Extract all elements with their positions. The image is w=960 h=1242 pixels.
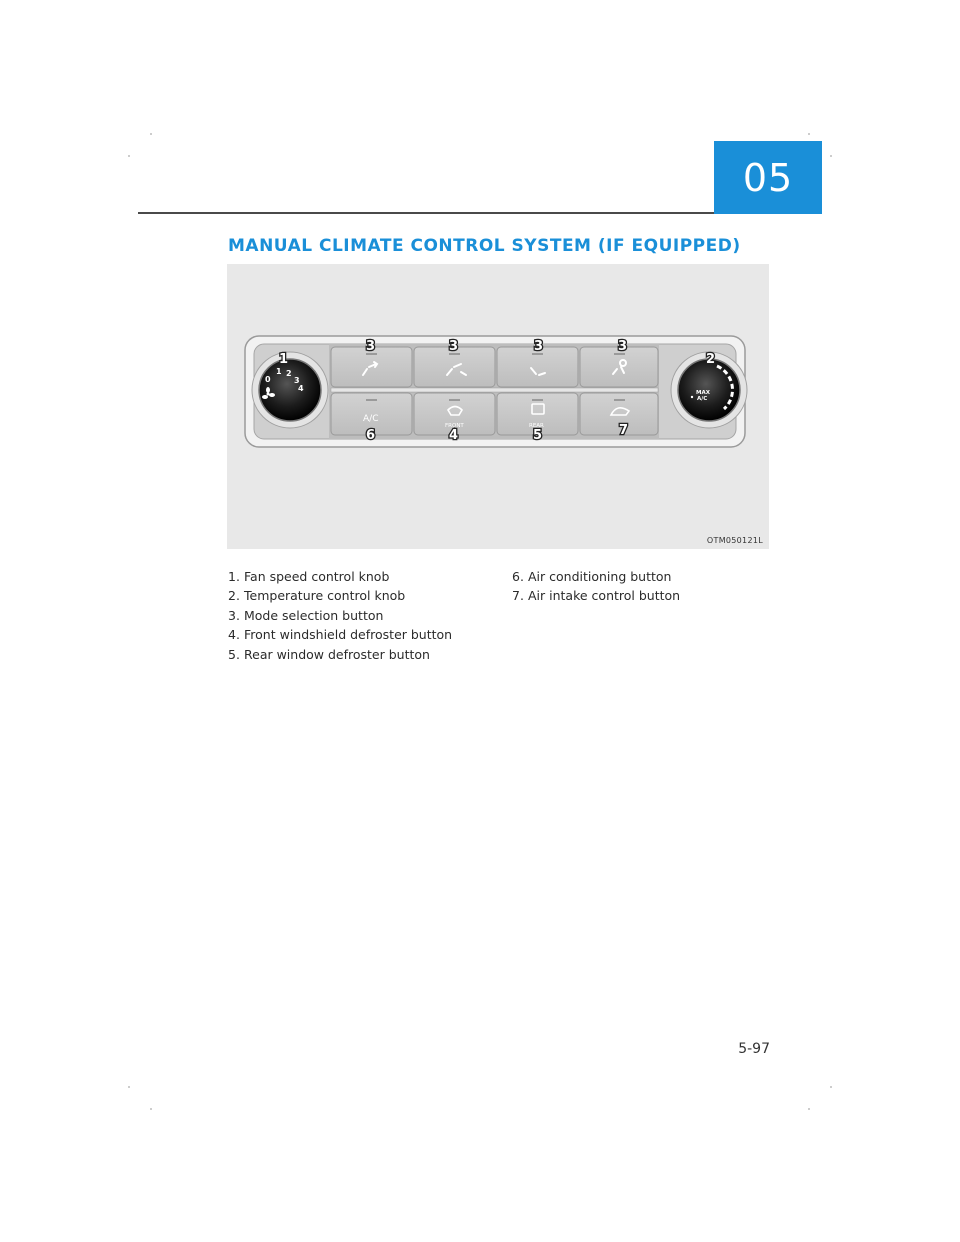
header-rule bbox=[138, 212, 714, 214]
callout-3d: 3 bbox=[618, 339, 628, 354]
callout-4: 4 bbox=[449, 428, 459, 443]
list-item bbox=[228, 586, 452, 605]
item-text: Fan speed control knob bbox=[244, 569, 390, 584]
callout-3b: 3 bbox=[449, 339, 459, 354]
fan-scale-4: 4 bbox=[298, 384, 304, 393]
button-divider bbox=[331, 388, 658, 392]
item-number: 3. bbox=[228, 607, 240, 623]
indicator-lamp bbox=[532, 399, 543, 401]
ac-button-label: A/C bbox=[363, 414, 379, 424]
item-text: Temperature control knob bbox=[244, 588, 406, 604]
crop-mark bbox=[808, 133, 810, 135]
top-buttons bbox=[331, 347, 658, 387]
callout-6: 6 bbox=[366, 428, 376, 443]
temp-dot bbox=[691, 396, 693, 398]
front-button-label: FRONT bbox=[445, 423, 464, 429]
item-text: Mode selection button bbox=[244, 607, 384, 623]
crop-mark bbox=[128, 1086, 130, 1088]
item-text: Air intake control button bbox=[528, 588, 681, 604]
crop-mark bbox=[150, 133, 152, 135]
crop-mark bbox=[830, 1086, 832, 1088]
list-item bbox=[228, 567, 452, 586]
callout-3c: 3 bbox=[534, 339, 544, 354]
legend-list-left bbox=[228, 567, 452, 664]
item-text: Rear window defroster button bbox=[244, 646, 430, 662]
list-item bbox=[512, 586, 680, 605]
chapter-number: 05 bbox=[742, 155, 794, 200]
chapter-tab bbox=[714, 141, 822, 214]
climate-control-figure bbox=[227, 264, 769, 549]
legend-list-right bbox=[512, 567, 680, 606]
rear-button-label: REAR bbox=[529, 423, 544, 429]
callout-1: 1 bbox=[279, 352, 289, 367]
indicator-lamp bbox=[449, 399, 460, 401]
list-item bbox=[228, 606, 452, 625]
item-number: 4. bbox=[228, 627, 240, 643]
crop-mark bbox=[150, 1108, 152, 1110]
figure-code: OTM050121L bbox=[706, 536, 763, 545]
item-number: 1. bbox=[228, 569, 240, 584]
fan-scale-1: 1 bbox=[276, 367, 282, 376]
list-item bbox=[512, 567, 680, 586]
list-item bbox=[228, 645, 452, 664]
climate-panel-illustration bbox=[227, 264, 769, 549]
temp-ac-label: A/C bbox=[697, 396, 708, 402]
page-number: 5-97 bbox=[738, 1041, 770, 1057]
fan-scale-2: 2 bbox=[286, 369, 292, 378]
item-number: 7. bbox=[512, 588, 524, 604]
item-number: 5. bbox=[228, 646, 240, 662]
item-text: Air conditioning button bbox=[528, 569, 672, 584]
temp-max-label: MAX bbox=[696, 390, 710, 396]
indicator-lamp bbox=[614, 399, 625, 401]
crop-mark bbox=[808, 1108, 810, 1110]
callout-2: 2 bbox=[706, 352, 716, 367]
callout-5: 5 bbox=[533, 428, 543, 443]
crop-mark bbox=[830, 155, 832, 157]
item-text: Front windshield defroster button bbox=[244, 627, 453, 643]
indicator-lamp bbox=[366, 399, 377, 401]
crop-mark bbox=[128, 155, 130, 157]
section-title: MANUAL CLIMATE CONTROL SYSTEM (IF EQUIPPED) bbox=[228, 236, 741, 256]
callout-7: 7 bbox=[619, 423, 629, 438]
fan-scale-0: 0 bbox=[265, 375, 271, 384]
bottom-buttons bbox=[331, 393, 658, 435]
item-number: 6. bbox=[512, 569, 524, 584]
list-item bbox=[228, 625, 452, 644]
fan-scale-3: 3 bbox=[294, 376, 300, 385]
item-number: 2. bbox=[228, 588, 240, 604]
callout-3a: 3 bbox=[366, 339, 376, 354]
